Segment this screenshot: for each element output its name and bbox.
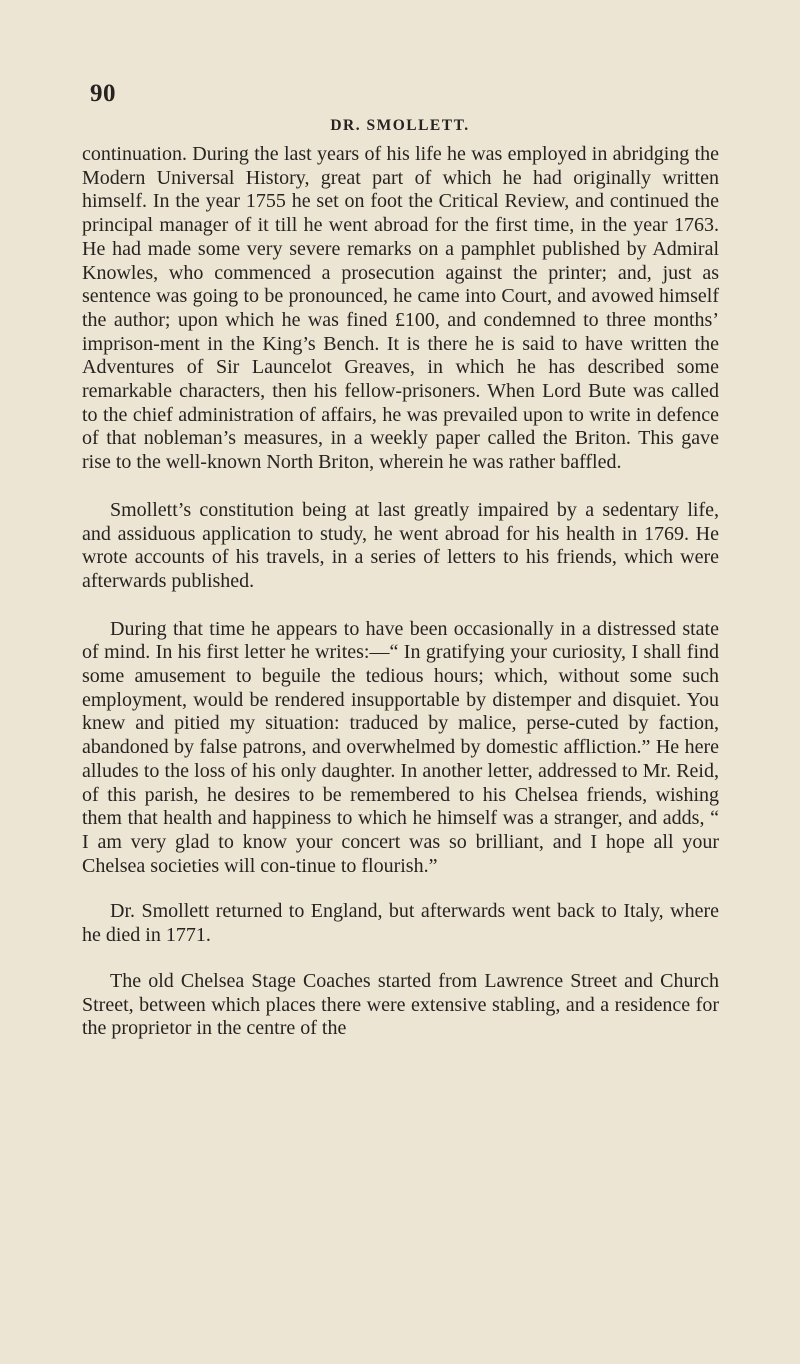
paragraph-gap <box>82 475 719 499</box>
paragraph-gap <box>82 878 719 900</box>
paragraph-continuation: continuation. During the last years of his life he was employed in abridging the Modern Universal History, great part of which he had originally written himself. In the year 1755 he set on foot the Critical Review, and continued the principal manager of it till he went abroad for the first time, in the year 1763. He had made some very severe remarks on a pamphlet published by Admiral Knowles, who commenced a prosecution against the printer; and, just as sentence was going to be pronounced, he came into Court, and avowed himself the author; upon which he was fined £100, and condemned to three months’ imprison-ment in the King’s Bench. It is there he is said to have written the Adventures of Sir Launcelot Greaves, in which he has described some remarkable characters, then his fellow-prisoners. When Lord Bute was called to the chief administration of affairs, he was prevailed upon to write in defence of that nobleman’s measures, in a weekly paper called the Briton. This gave rise to the well-known North Briton, wherein he was rather baffled. <box>82 143 719 474</box>
body-text <box>82 143 719 1041</box>
paragraph-gap <box>82 594 719 618</box>
page-number: 90 <box>90 80 116 107</box>
paragraph-stage-coaches: The old Chelsea Stage Coaches started from Lawrence Street and Church Street, between which places there were extensive stabling, and a residence for the proprietor in the centre of the <box>82 969 719 1040</box>
paragraph-constitution: Smollett’s constitution being at last greatly impaired by a sedentary life, and assiduous application to study, he went abroad for his health in 1769. He wrote accounts of his travels, in a series of letters to his friends, which were afterwards published. <box>82 498 719 592</box>
paragraph-return: Dr. Smollett returned to England, but afterwards went back to Italy, where he died in 1771. <box>82 900 719 947</box>
running-head: DR. SMOLLETT. <box>330 117 470 134</box>
paragraph-gap <box>82 948 719 970</box>
paragraph-letters: During that time he appears to have been occasionally in a distressed state of mind. In his first letter he writes:—“ In gratifying your curiosity, I shall find some amusement to beguile the tedious hours; which, without some such employment, would be rendered insupportable by distemper and disquiet. You knew and pitied my situation: traduced by malice, perse-cuted by faction, abandoned by false patrons, and overwhelmed by domestic affliction.” He here alludes to the loss of his only daughter. In another letter, addressed to Mr. Reid, of this parish, he desires to be remembered to his Chelsea friends, wishing them that health and happiness to which he himself was a stranger, and adds, “ I am very glad to know your concert was so brilliant, and I hope all your Chelsea societies will con-tinue to flourish.” <box>82 617 719 877</box>
